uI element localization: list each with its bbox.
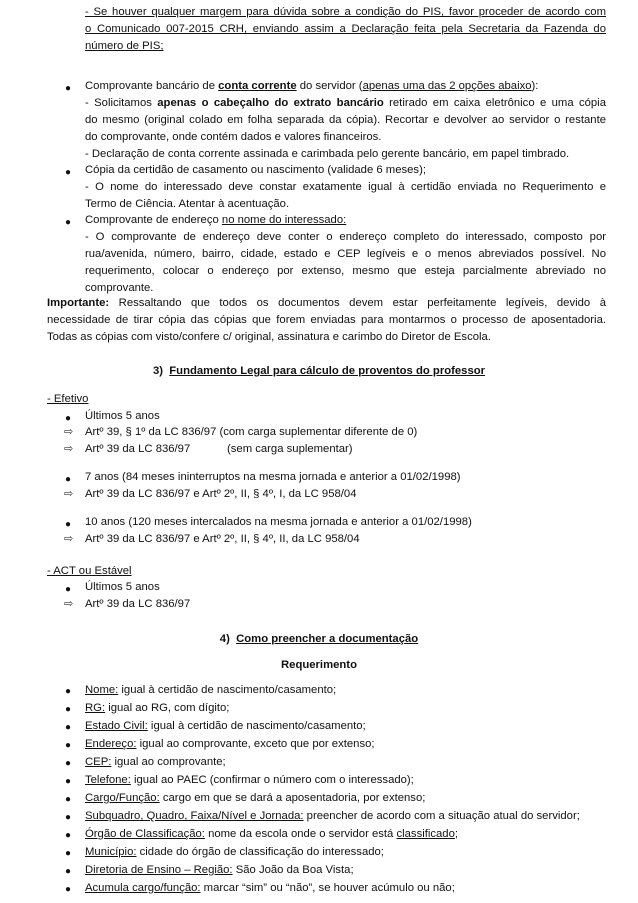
list-item <box>0 844 638 862</box>
item-text <box>85 880 455 897</box>
item-text <box>85 808 580 825</box>
bullet-icon: ● <box>65 83 72 94</box>
efetivo-label: - Efetivo <box>47 393 89 405</box>
item-label: Acumula cargo/função: <box>85 882 201 894</box>
bullet-icon: ● <box>65 519 72 530</box>
item-label: Endereço: <box>85 738 137 750</box>
item-value: igual ao comprovante, exceto que por extenso; <box>136 738 375 750</box>
item-label: CEP: <box>85 756 112 768</box>
bank-line-4: - Declaração de conta corrente assinada e carimbada pelo gerente bancário, em papel timbrado. <box>85 148 570 160</box>
item-text <box>85 790 425 807</box>
important-l1-text: Ressaltando que todos os documentos devem estar perfeitamente legíveis, devido à <box>109 297 606 309</box>
list-item <box>0 880 638 898</box>
address-line-3: requerimento, colocar o endereço por extenso, mesmo que esteja parcialmente abreviado no <box>85 265 606 277</box>
bank-l1-pre: - Solicitamos <box>85 97 158 109</box>
pis-line-3: número de PIS; <box>85 40 164 52</box>
item-label: RG: <box>85 702 106 714</box>
bullet-icon: ● <box>65 722 72 733</box>
item-label: Município: <box>85 846 137 858</box>
list-item <box>0 736 638 754</box>
act-item-1: Últimos 5 anos <box>85 581 160 593</box>
marriage-item <box>85 162 606 213</box>
bank-bullet-options: apenas uma das 2 opções abaixo <box>362 80 532 92</box>
bullet-icon: ● <box>65 413 72 424</box>
item-label: Nome: <box>85 684 119 696</box>
address-bullet-text <box>85 212 606 229</box>
address-line-4: comprovante. <box>85 282 154 294</box>
item-value: igual ao comprovante; <box>111 756 226 768</box>
bank-bullet-account: conta corrente <box>218 80 297 92</box>
item-value: igual ao PAEC (confirmar o número com o interessado); <box>130 774 414 786</box>
item-value-underlined: classificado <box>396 828 455 840</box>
bullet-icon: ● <box>65 474 72 485</box>
item-value-tail: ; <box>454 828 459 840</box>
pis-line-1: - Se houver qualquer margem para dúvida sobre a condição do PIS, favor proceder de acordo com <box>85 6 606 18</box>
efetivo-item-3: 10 anos (120 meses intercalados na mesma jornada e anterior a 01/02/1998) <box>85 516 472 528</box>
address-bullet-pre: Comprovante de endereço <box>85 214 222 226</box>
arrow-right-icon: ⇨ <box>64 488 74 500</box>
item-value: preencher de acordo com a situação atual do servidor; <box>303 810 580 822</box>
section-4-title: Como preencher a documentação <box>236 633 419 645</box>
requerimento-heading: Requerimento <box>281 659 357 671</box>
bank-line-3: do comprovante, onde contém dados e valores financeiros. <box>85 131 382 143</box>
list-item <box>0 718 638 736</box>
item-value: cidade do órgão de classificação do interessado; <box>136 846 384 858</box>
item-value: igual à certidão de nascimento/casamento; <box>147 720 366 732</box>
bullet-icon: ● <box>65 167 72 178</box>
bullet-icon: ● <box>65 866 72 877</box>
list-item <box>0 754 638 772</box>
efetivo-law-4: Artº 39 da LC 836/97 e Artº 2º, II, § 4º, II, da LC 958/04 <box>85 533 360 545</box>
item-value: cargo em que se dará a aposentadoria, por extenso; <box>159 792 426 804</box>
bullet-icon: ● <box>65 830 72 841</box>
bullet-icon: ● <box>65 794 72 805</box>
arrow-right-icon: ⇨ <box>64 426 74 438</box>
pis-paragraph <box>85 4 606 61</box>
bullet-icon: ● <box>65 776 72 787</box>
item-text <box>85 700 229 717</box>
requerimento-list <box>0 682 638 898</box>
bullet-icon: ● <box>65 740 72 751</box>
item-label: Órgão de Classificação: <box>85 828 205 840</box>
important-line-1 <box>47 295 606 312</box>
bullet-icon: ● <box>65 704 72 715</box>
marriage-line-1: - O nome do interessado deve constar exatamente igual à certidão enviada no Requerimento e <box>85 181 606 193</box>
item-text <box>85 772 414 789</box>
bullet-icon: ● <box>65 686 72 697</box>
section-3-number: 3) <box>152 365 163 377</box>
item-label: Estado Civil: <box>85 720 148 732</box>
bank-line-1 <box>85 95 606 112</box>
bank-l1-post: retirado em caixa eletrônico e uma cópia <box>383 97 606 109</box>
item-value: igual ao RG, com dígito; <box>105 702 230 714</box>
item-value: marcar “sim” ou “não”, se houver acúmulo ou não; <box>200 882 455 894</box>
efetivo-law-2: Artº 39 da LC 836/97 <box>85 443 191 455</box>
bullet-icon: ● <box>65 584 72 595</box>
list-item <box>0 826 638 844</box>
item-text <box>85 682 336 699</box>
bullet-icon: ● <box>65 812 72 823</box>
item-label: Cargo/Função: <box>85 792 160 804</box>
item-text <box>85 826 458 843</box>
bank-line-2: do mesmo (original colado em folha separada da cópia). Recortar e devolver ao servidor o restante <box>85 114 606 126</box>
efetivo-item-1: Últimos 5 anos <box>85 410 160 422</box>
bank-bullet-pre: Comprovante bancário de <box>85 80 219 92</box>
bank-bullet-text <box>85 78 606 95</box>
marriage-bullet-text: Cópia da certidão de casamento ou nascimento (validade 6 meses); <box>85 164 426 176</box>
bullet-icon: ● <box>65 217 72 228</box>
item-label: Telefone: <box>85 774 131 786</box>
item-text <box>85 862 354 879</box>
item-text <box>85 718 366 735</box>
efetivo-law-2-note: (sem carga suplementar) <box>227 443 353 455</box>
item-text <box>85 844 384 861</box>
item-value: São João da Boa Vista; <box>232 864 354 876</box>
bullet-icon: ● <box>65 884 72 895</box>
marriage-line-2: Termo de Ciência. Atentar à acentuação. <box>85 198 290 210</box>
important-line-2: necessidade de tirar cópia das cópias que forem enviadas para montarmos o processo de aposentadoria. <box>47 314 606 326</box>
bank-l1-bold: apenas o cabeçalho do extrato bancário <box>157 97 384 109</box>
important-paragraph <box>47 295 606 346</box>
pis-line-2: o Comunicado 007-2015 CRH, enviando assim a Declaração feita pela Secretaria da Fazenda do <box>85 23 606 35</box>
item-label: Subquadro, Quadro, Faixa/Nível e Jornada: <box>85 810 304 822</box>
efetivo-law-1: Artº 39, § 1º da LC 836/97 (com carga suplementar diferente de 0) <box>85 426 418 438</box>
act-law-1: Artº 39 da LC 836/97 <box>85 598 191 610</box>
bank-bullet-mid: do servidor ( <box>296 80 363 92</box>
item-value: igual à certidão de nascimento/casamento; <box>118 684 337 696</box>
efetivo-law-3: Artº 39 da LC 836/97 e Artº 2º, II, § 4º, I, da LC 958/04 <box>85 488 357 500</box>
important-label: Importante: <box>47 297 110 309</box>
address-line-1: - O comprovante de endereço deve conter o endereço completo do interessado, composto por <box>85 231 606 243</box>
item-text <box>85 754 226 771</box>
arrow-right-icon: ⇨ <box>64 598 74 610</box>
section-3-heading <box>0 363 638 380</box>
section-3-title: Fundamento Legal para cálculo de proventos do professor <box>169 365 486 377</box>
list-item <box>0 772 638 790</box>
item-value: nome da escola onde o servidor está <box>204 828 397 840</box>
bullet-icon: ● <box>65 758 72 769</box>
item-text <box>85 736 375 753</box>
section-4-number: 4) <box>219 633 230 645</box>
address-item <box>85 212 606 297</box>
list-item <box>0 700 638 718</box>
list-item <box>0 682 638 700</box>
section-4-heading <box>0 631 638 648</box>
list-item <box>0 808 638 826</box>
item-label: Diretoria de Ensino – Região: <box>85 864 233 876</box>
address-line-2: rua/avenida, número, bairro, cidade, estado e CEP legíveis e o menos abreviados possível. No <box>85 248 606 260</box>
act-label: - ACT ou Estável <box>47 565 132 577</box>
bullet-icon: ● <box>65 848 72 859</box>
list-item <box>0 862 638 880</box>
arrow-right-icon: ⇨ <box>64 533 74 545</box>
bank-bullet-post: ): <box>531 80 539 92</box>
list-item <box>0 790 638 808</box>
address-bullet-owner: no nome do interessado: <box>221 214 347 226</box>
arrow-right-icon: ⇨ <box>64 443 74 455</box>
efetivo-item-2: 7 anos (84 meses ininterruptos na mesma jornada e anterior a 01/02/1998) <box>85 471 461 483</box>
bank-item <box>85 78 606 163</box>
important-line-3: Todas as cópias com visto/confere c/ original, assinatura e carimbo do Diretor de Escola. <box>47 331 491 343</box>
